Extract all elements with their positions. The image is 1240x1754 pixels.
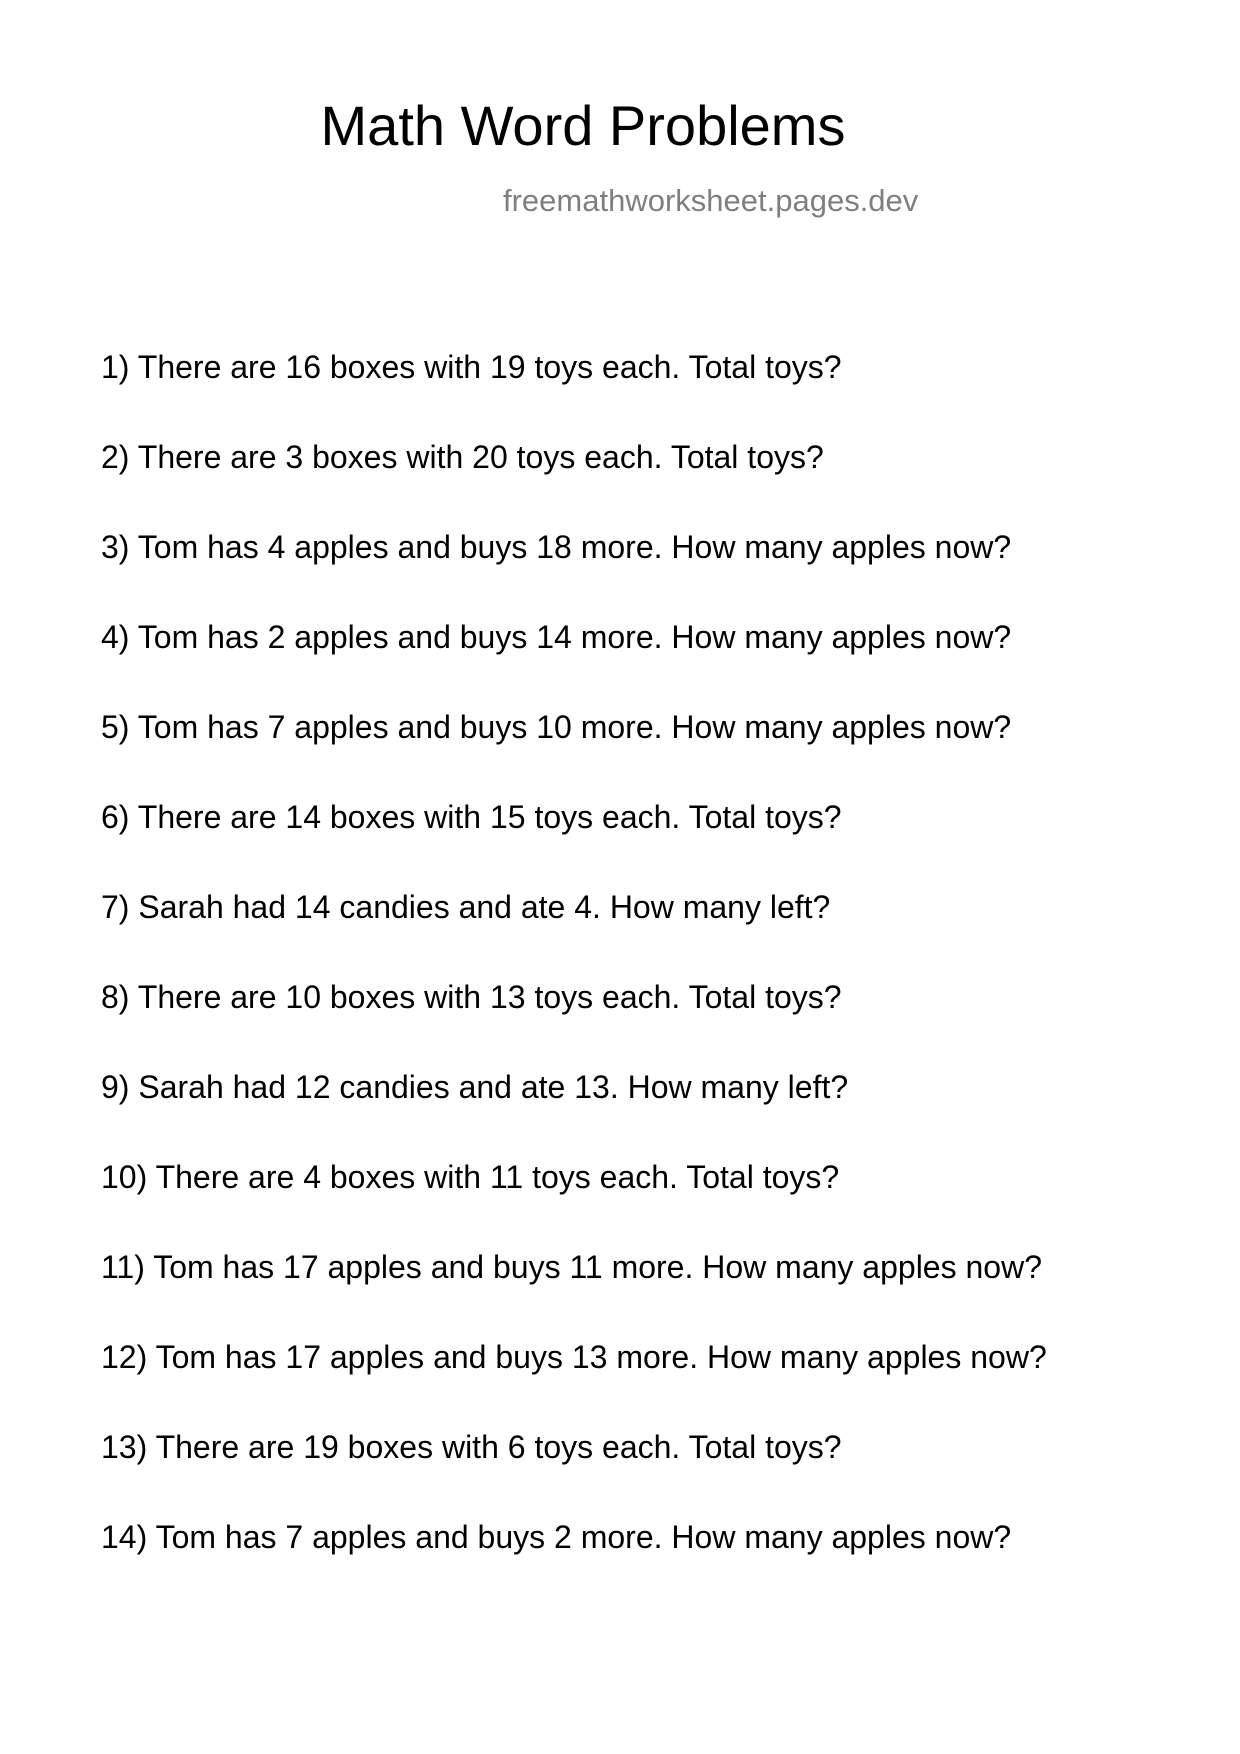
source-url: freemathworksheet.pages.dev (503, 183, 919, 218)
problem-5: 5) Tom has 7 apples and buys 10 more. How many apples now? (101, 709, 1012, 745)
problem-12: 12) Tom has 17 apples and buys 13 more. How many apples now? (101, 1339, 1047, 1375)
problem-8: 8) There are 10 boxes with 13 toys each. Total toys? (101, 979, 842, 1015)
problem-4: 4) Tom has 2 apples and buys 14 more. How many apples now? (101, 619, 1012, 655)
problem-11: 11) Tom has 17 apples and buys 11 more. How many apples now? (101, 1249, 1042, 1285)
problem-2: 2) There are 3 boxes with 20 toys each. Total toys? (101, 439, 824, 475)
problem-13: 13) There are 19 boxes with 6 toys each. Total toys? (101, 1429, 842, 1465)
problem-3: 3) Tom has 4 apples and buys 18 more. How many apples now? (101, 529, 1012, 565)
problem-7: 7) Sarah had 14 candies and ate 4. How many left? (101, 889, 831, 925)
problem-6: 6) There are 14 boxes with 15 toys each. Total toys? (101, 799, 842, 835)
problem-list (101, 351, 1047, 1611)
worksheet-title: Math Word Problems (320, 94, 846, 157)
problem-10: 10) There are 4 boxes with 11 toys each. Total toys? (101, 1159, 840, 1195)
problem-1: 1) There are 16 boxes with 19 toys each. Total toys? (101, 349, 842, 385)
problem-9: 9) Sarah had 12 candies and ate 13. How many left? (101, 1069, 849, 1105)
problem-14: 14) Tom has 7 apples and buys 2 more. How many apples now? (101, 1519, 1012, 1555)
